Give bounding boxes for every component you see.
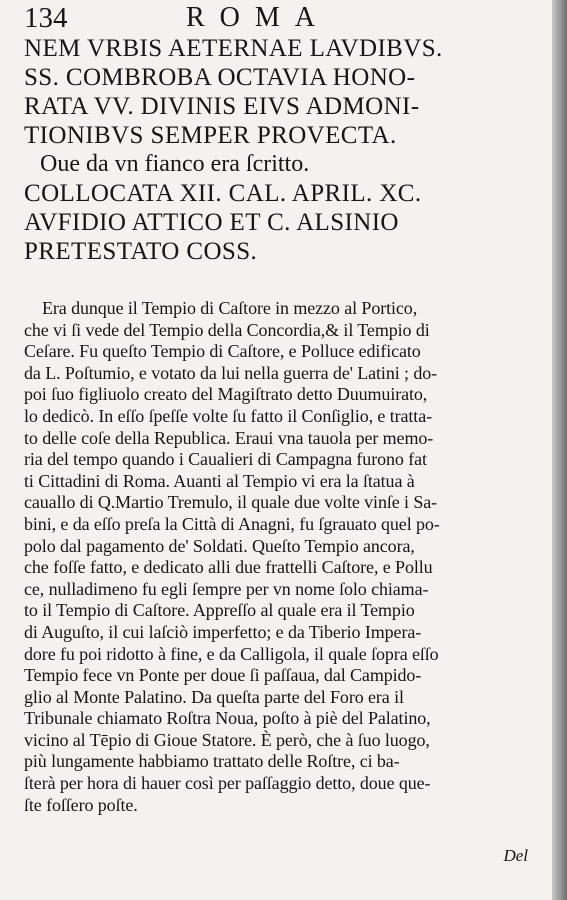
body-line: vicino al Tēpio di Gioue Statore. È però, che à ſuo luogo, bbox=[24, 729, 430, 750]
body-line: ſterà per hora di hauer così per paſſaggio detto, doue que- bbox=[24, 773, 431, 794]
body-line: polo dal pagamento de' Soldati. Queſto Tempio ancora, bbox=[24, 535, 415, 556]
page-header bbox=[24, 2, 542, 36]
body-line: to il Tempio di Caſtore. Appreſſo al quale era il Tempio bbox=[24, 600, 415, 621]
catchword: Del bbox=[503, 846, 528, 865]
body-line: to delle coſe della Republica. Eraui vna tauola per memo- bbox=[24, 427, 434, 448]
inscription-line: TIONIBVS SEMPER PROVECTA. bbox=[24, 122, 397, 149]
body-line: glio al Monte Palatino. Da queſta parte del Foro era il bbox=[24, 686, 404, 707]
inscription-date-line: PRETESTATO COSS. bbox=[24, 238, 258, 265]
body-line: Era dunque il Tempio di Caſtore in mezzo al Portico, bbox=[42, 298, 418, 318]
body-line: Ceſare. Fu queſto Tempio di Caſtore, e Polluce edificato bbox=[24, 341, 421, 362]
body-line: bini, e da eſſo preſa la Città di Anagni, fu ſgrauato quel po- bbox=[24, 513, 440, 534]
body-line: dore fu poi ridotto à fine, e da Calligola, il quale ſopra eſſo bbox=[24, 643, 439, 664]
body-line: più lungamente habbiamo trattato delle Roſtre, ci ba- bbox=[24, 751, 400, 772]
body-paragraph bbox=[24, 298, 542, 816]
page-number: 134 bbox=[24, 2, 68, 34]
body-line: cauallo di Q.Martio Tremulo, il quale due volte vinſe i Sa- bbox=[24, 492, 438, 513]
body-line: ti Cittadini di Roma. Auanti al Tempio vi era la ſtatua à bbox=[24, 470, 415, 491]
page-edge-shadow bbox=[552, 0, 567, 900]
inscription-side-note: Oue da vn fianco era ſcritto. bbox=[40, 151, 310, 177]
body-line: Tempio fece vn Ponte per doue ſi paſſaua, dal Campido- bbox=[24, 665, 422, 686]
body-line: che vi ſi vede del Tempio della Concordia,& il Tempio di bbox=[24, 319, 430, 340]
body-line: da L. Poſtumio, e votato da lui nella guerra de' Latini ; do- bbox=[24, 362, 438, 383]
running-head: ROMA bbox=[186, 2, 331, 33]
body-line: ce, nulladimeno fu egli ſempre per vn nome ſolo chiama- bbox=[24, 578, 429, 599]
body-line: di Auguſto, il cui laſciò imperfetto; e da Tiberio Impera- bbox=[24, 621, 422, 642]
inscription-date-line: COLLOCATA XII. CAL. APRIL. XC. bbox=[24, 180, 422, 207]
body-line: ſte foſſero poſte. bbox=[24, 794, 138, 815]
body-line: Tribunale chiamato Roſtra Noua, poſto à piè del Palatino, bbox=[24, 708, 431, 729]
body-line: poi ſuo figliuolo creato del Magiſtrato detto Duumuirato, bbox=[24, 384, 428, 405]
inscription-line: RATA VV. DIVINIS EIVS ADMONI- bbox=[24, 93, 420, 120]
body-line: che foſſe fatto, e dedicato alli due frattelli Caſtore, e Pollu bbox=[24, 557, 433, 578]
body-line: ria del tempo quando i Caualieri di Campagna furono fat bbox=[24, 449, 427, 470]
inscription-block bbox=[24, 34, 544, 266]
body-line: lo dedicò. In eſſo ſpeſſe volte ſu fatto il Conſiglio, e tratta- bbox=[24, 405, 432, 426]
inscription-date-line: AVFIDIO ATTICO ET C. ALSINIO bbox=[24, 209, 399, 236]
inscription-line: SS. COMBROBA OCTAVIA HONO- bbox=[24, 64, 416, 91]
inscription-line: NEM VRBIS AETERNAE LAVDIBVS. bbox=[24, 35, 443, 62]
